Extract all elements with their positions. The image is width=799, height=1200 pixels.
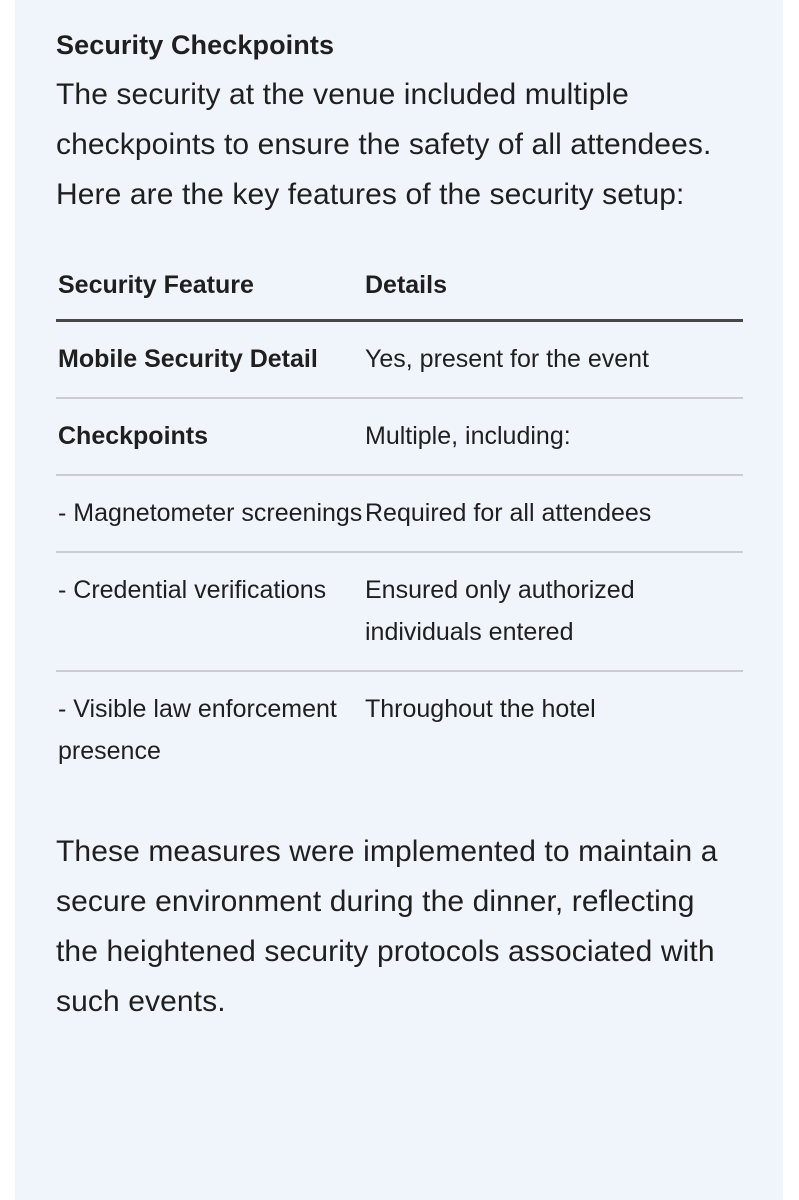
closing-paragraph: These measures were implemented to maintain a secure environment during the dinner, reflecting the heightened security protocols associated with such events. <box>56 835 718 1018</box>
table-row <box>56 398 743 475</box>
column-header-details: Details <box>363 258 743 321</box>
feature-cell: Checkpoints <box>56 398 363 475</box>
details-cell: Multiple, including: <box>363 398 743 475</box>
table-row <box>56 321 743 399</box>
column-header-feature: Security Feature <box>56 258 363 321</box>
details-cell: Ensured only authorized individuals entered <box>363 552 743 671</box>
details-cell: Required for all attendees <box>363 475 743 552</box>
feature-cell: - Credential verifications <box>56 552 363 671</box>
response-content <box>56 20 743 1027</box>
intro-paragraph: The security at the venue included multiple checkpoints to ensure the safety of all attendees. Here are the key features of the security setup: <box>56 78 712 211</box>
table-row <box>56 671 743 789</box>
table-row <box>56 475 743 552</box>
feature-cell: - Magnetometer screenings <box>56 475 363 552</box>
response-panel <box>15 0 783 1200</box>
table-row <box>56 552 743 671</box>
feature-cell: Mobile Security Detail <box>56 321 363 399</box>
feature-cell: - Visible law enforcement presence <box>58 695 337 765</box>
security-features-table <box>56 258 743 789</box>
details-cell: Throughout the hotel <box>365 695 596 723</box>
section-title: Security Checkpoints <box>56 30 335 60</box>
details-cell: Yes, present for the event <box>363 321 743 399</box>
table-header-row <box>56 258 743 321</box>
